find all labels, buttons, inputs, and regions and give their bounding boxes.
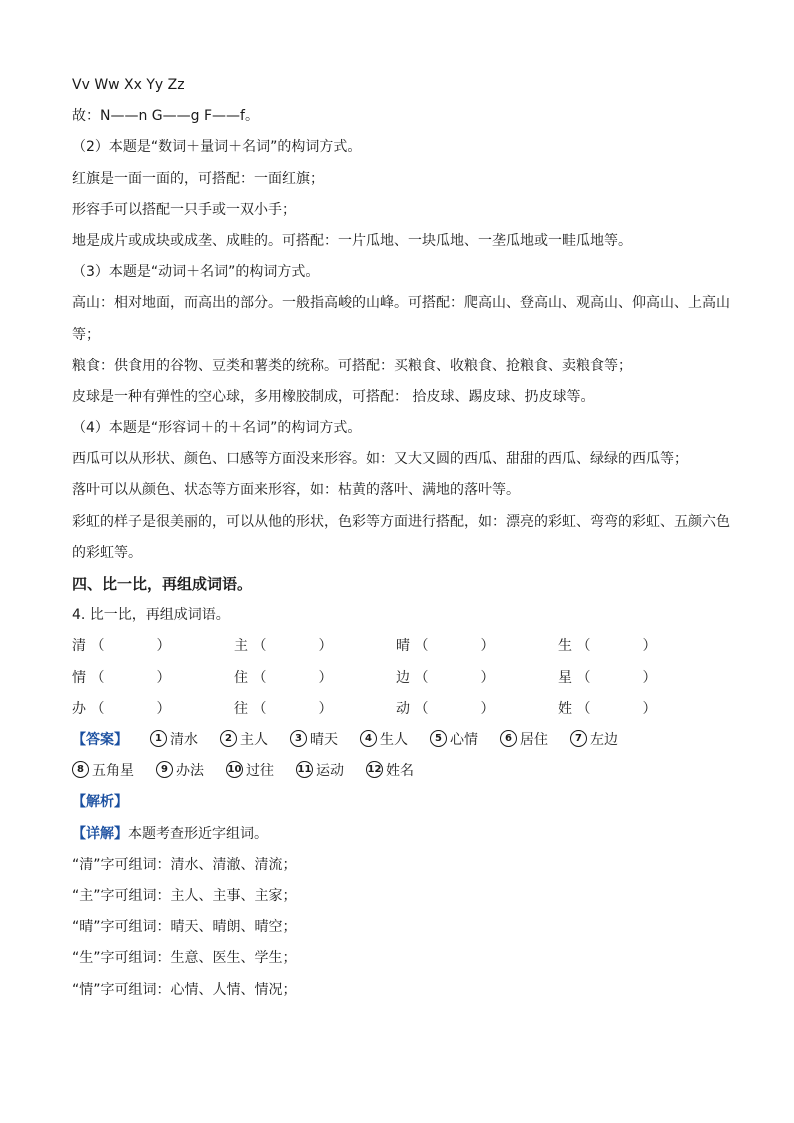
circled-number: 5 [430, 730, 447, 747]
grid-cell[interactable]: 边 （ ） [396, 669, 495, 686]
part-2-intro: （2）本题是“数词＋量词＋名词”的构词方式。 [72, 139, 362, 156]
grid-cell[interactable]: 生 （ ） [558, 638, 657, 655]
grid-cell[interactable]: 动 （ ） [396, 700, 495, 717]
detail-line [72, 819, 732, 850]
grid-cell[interactable]: 姓 （ ） [558, 700, 657, 717]
answer-item: 1 清水 [150, 725, 198, 756]
text-line: 高山：相对地面，而高出的部分。一般指高峻的山峰。可搭配：爬高山、登高山、观高山、仰高山、上高山等； [72, 295, 730, 343]
circled-number: 8 [72, 761, 89, 778]
answer-item: 11 运动 [296, 756, 344, 787]
text-line: 地是成片或成块或成垄、成畦的。可搭配：一片瓜地、一块瓜地、一垄瓜地或一畦瓜地等。 [72, 232, 632, 249]
answer-row-2 [72, 756, 732, 787]
grid-cell[interactable]: 晴 （ ） [396, 638, 495, 655]
part-4-intro: （4）本题是“形容词＋的＋名词”的构词方式。 [72, 420, 362, 437]
text-line: 皮球是一种有弹性的空心球，多用橡胶制成，可搭配： 拾皮球、踢皮球、扔皮球等。 [72, 388, 595, 405]
grid-cell[interactable]: 情 （ ） [72, 669, 171, 686]
answer-label: 【答案】 [72, 732, 128, 748]
circled-number: 9 [156, 761, 173, 778]
analysis-label: 【解析】 [72, 794, 128, 811]
grid-row [72, 694, 732, 725]
circled-number: 6 [500, 730, 517, 747]
detail-entry: “情”字可组词：心情、人情、情况； [72, 981, 297, 998]
document-page [72, 70, 732, 1006]
answer-item: 12 姓名 [366, 756, 414, 787]
answer-item: 4 生人 [360, 725, 408, 756]
detail-entry: “生”字可组词：生意、医生、学生； [72, 950, 297, 967]
text-line: 形容手可以搭配一只手或一双小手； [72, 201, 296, 218]
circled-number: 2 [220, 730, 237, 747]
detail-label: 【详解】 [72, 825, 128, 842]
text-line: 落叶可以从颜色、状态等方面来形容，如：枯黄的落叶、满地的落叶等。 [72, 482, 520, 499]
circled-number: 4 [360, 730, 377, 747]
circled-number: 3 [290, 730, 307, 747]
answer-item: 9 办法 [156, 756, 204, 787]
circled-number: 7 [570, 730, 587, 747]
answer-item: 8 五角星 [72, 756, 134, 787]
answer-item: 3 晴天 [290, 725, 338, 756]
detail-entry: “清”字可组词：清水、清澈、清流； [72, 856, 297, 873]
grid-cell[interactable]: 办 （ ） [72, 700, 171, 717]
case-pairs-line: 故：N——n G——g F——f。 [72, 108, 259, 125]
circled-number: 11 [296, 761, 313, 778]
detail-text: 本题考查形近字组词。 [128, 825, 268, 842]
char-grid [72, 631, 732, 725]
grid-cell[interactable]: 星 （ ） [558, 669, 657, 686]
answer-item: 5 心情 [430, 725, 478, 756]
part-3-intro: （3）本题是“动词＋名词”的构词方式。 [72, 264, 320, 281]
answer-item: 2 主人 [220, 725, 268, 756]
circled-number: 1 [150, 730, 167, 747]
analysis-section [72, 787, 732, 818]
answer-item: 6 居住 [500, 725, 548, 756]
grid-row [72, 631, 732, 662]
text-line: 西瓜可以从形状、颜色、口感等方面没来形容。如：又大又圆的西瓜、甜甜的西瓜、绿绿的西瓜等； [72, 451, 688, 468]
alphabet-line: Vv Ww Xx Yy Zz [72, 77, 185, 93]
grid-row [72, 663, 732, 694]
answer-row-1 [72, 725, 732, 756]
paragraph-block-top [72, 70, 732, 569]
detail-entry: “晴”字可组词：晴天、晴朗、晴空； [72, 919, 297, 936]
circled-number: 10 [226, 761, 243, 778]
grid-cell[interactable]: 清 （ ） [72, 638, 171, 655]
answer-item: 10 过往 [226, 756, 274, 787]
question-title: 4. 比一比，再组成词语。 [72, 607, 230, 624]
text-line: 红旗是一面一面的，可搭配：一面红旗； [72, 170, 324, 187]
grid-cell[interactable]: 主 （ ） [234, 638, 333, 655]
grid-cell[interactable]: 往 （ ） [234, 700, 333, 717]
grid-cell[interactable]: 住 （ ） [234, 669, 333, 686]
detail-entry: “主”字可组词：主人、主事、主家； [72, 887, 297, 904]
text-line: 彩虹的样子是很美丽的，可以从他的形状，色彩等方面进行搭配，如：漂亮的彩虹、弯弯的彩虹、五颜六色的彩虹等。 [72, 513, 730, 561]
answer-item: 7 左边 [570, 725, 618, 756]
circled-number: 12 [366, 761, 383, 778]
text-line: 粮食：供食用的谷物、豆类和薯类的统称。可搭配：买粮食、收粮食、抢粮食、卖粮食等； [72, 357, 632, 374]
section-heading: 四、比一比，再组成词语。 [72, 575, 253, 594]
